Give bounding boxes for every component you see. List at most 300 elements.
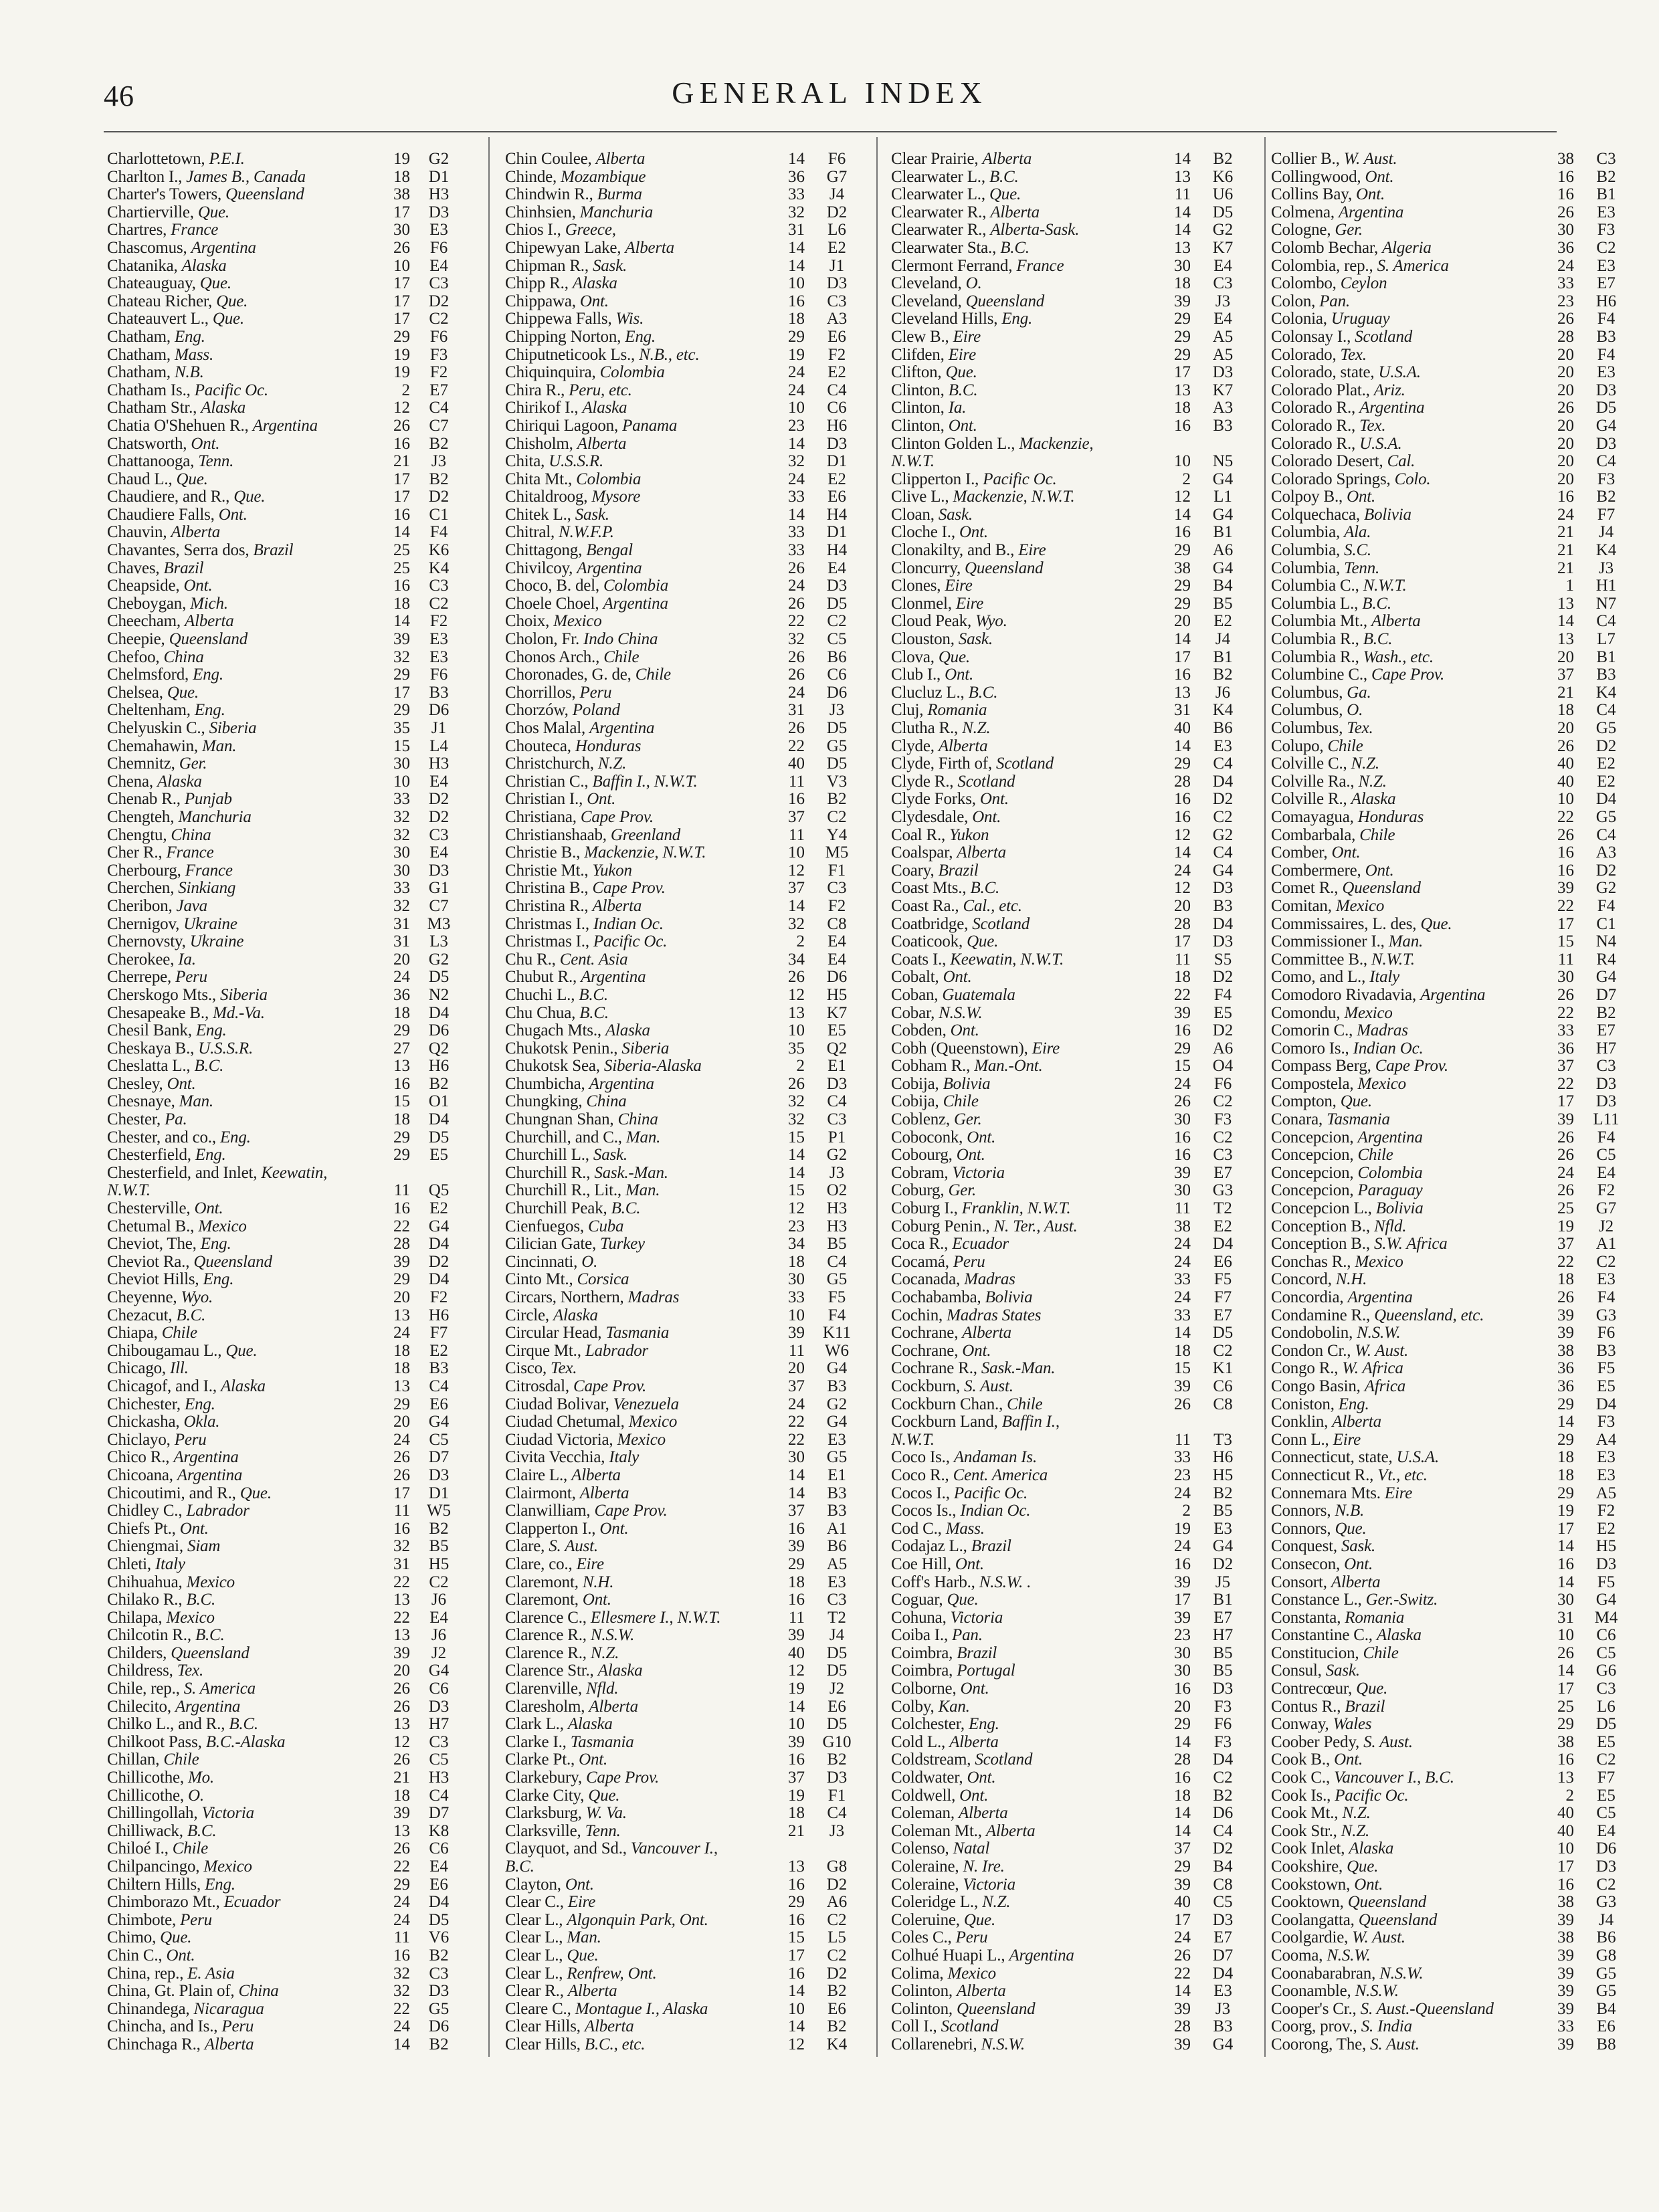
- index-entry: [107, 328, 478, 346]
- entry-name: [1271, 310, 1545, 328]
- entry-place: Como, and L.,: [1271, 969, 1370, 987]
- index-entry: [891, 1947, 1256, 1965]
- entry-name: [505, 577, 773, 595]
- index-entry: [1271, 1645, 1646, 1663]
- entry-map-page: 12: [393, 1732, 410, 1751]
- entry-map-page: 16: [393, 1074, 410, 1093]
- entry-place: Clive L.,: [891, 488, 953, 506]
- entry-place: Coiba I.,: [891, 1627, 953, 1645]
- entry-name: [505, 471, 773, 489]
- entry-grid-ref: D5: [826, 719, 848, 737]
- index-entry: [107, 186, 478, 204]
- entry-name: [891, 1858, 1159, 1876]
- entry-region: B.C.: [948, 381, 978, 399]
- entry-region: S. Aust.: [1370, 2035, 1420, 2053]
- entry-region: Argentina: [581, 969, 646, 987]
- entry-place: Chatanika,: [107, 257, 182, 275]
- entry-grid-ref: C4: [1213, 843, 1233, 862]
- entry-map-page: 13: [393, 1377, 410, 1395]
- entry-region: Baffin I.,: [1001, 1413, 1060, 1431]
- index-entry: [107, 1751, 478, 1769]
- entry-grid-ref: D6: [1595, 1839, 1617, 1858]
- entry-map-page: 39: [1174, 1003, 1191, 1022]
- entry-region: Ont.: [956, 1146, 985, 1165]
- entry-place: Clearwater R.,: [891, 221, 991, 239]
- entry-map-page: 2: [796, 1057, 805, 1076]
- entry-map-page: 29: [393, 327, 410, 346]
- index-entry: [891, 1413, 1256, 1431]
- entry-grid-ref: D3: [428, 861, 450, 880]
- entry-place: Cherskogo Mts.,: [107, 986, 221, 1004]
- entry-name: [505, 346, 773, 365]
- entry-grid-ref: C4: [1213, 1821, 1233, 1840]
- entry-region: N.W.T.: [1363, 577, 1407, 595]
- index-entry: [505, 1680, 866, 1698]
- index-entry: [107, 862, 478, 880]
- entry-region: Pan.: [952, 1627, 983, 1645]
- entry-place: Chihuahua,: [107, 1573, 187, 1591]
- entry-name: [891, 382, 1159, 400]
- entry-grid-ref: E3: [1597, 1466, 1616, 1484]
- entry-name: [505, 1182, 773, 1200]
- entry-place: Coca R.,: [891, 1235, 953, 1253]
- entry-map-page: 20: [1557, 452, 1574, 471]
- entry-map-page: 22: [393, 1608, 410, 1627]
- entry-name: [1271, 595, 1545, 613]
- entry-name: [891, 1680, 1159, 1698]
- entry-map-page: 13: [393, 1306, 410, 1324]
- entry-region: Que.: [938, 648, 970, 666]
- entry-place: Colorado Desert,: [1271, 453, 1387, 471]
- entry-grid-ref: E2: [827, 470, 846, 488]
- entry-region: Keewatin,: [261, 1164, 328, 1182]
- entry-grid-ref: C3: [827, 879, 847, 898]
- entry-map-page: 29: [1174, 1715, 1191, 1734]
- entry-place: Clear L.,: [505, 1911, 567, 1929]
- entry-region: Argentina: [603, 595, 668, 613]
- entry-region: Ont.: [183, 577, 213, 595]
- entry-map-page: 30: [393, 221, 410, 239]
- entry-grid-ref: B3: [1596, 1341, 1616, 1360]
- entry-grid-ref: E2: [827, 238, 846, 257]
- index-entry: [1271, 364, 1646, 382]
- entry-grid-ref: J4: [1598, 1910, 1614, 1929]
- entry-place: Cookstown,: [1271, 1876, 1355, 1894]
- entry-map-page: 16: [1174, 790, 1191, 809]
- entry-grid-ref: D4: [1212, 1750, 1234, 1769]
- entry-region: Tasmania: [1327, 1111, 1390, 1129]
- index-entry: [891, 595, 1256, 613]
- entry-map-page: 22: [1174, 985, 1191, 1004]
- entry-name: [107, 595, 378, 613]
- entry-name: [1271, 1645, 1545, 1663]
- entry-grid-ref: D2: [428, 292, 450, 310]
- entry-place: Chatia O'Shehuen R.,: [107, 417, 253, 435]
- entry-place: Chatham,: [107, 328, 175, 346]
- entry-name: [891, 1289, 1159, 1307]
- entry-map-page: 29: [788, 1893, 805, 1912]
- entry-map-page: 40: [788, 1643, 805, 1662]
- entry-grid-ref: D5: [428, 1910, 450, 1929]
- entry-place: Chichester,: [107, 1395, 185, 1413]
- entry-grid-ref: G5: [826, 1448, 848, 1467]
- entry-grid-ref: E3: [1597, 256, 1616, 275]
- entry-name: [1271, 2018, 1545, 2036]
- index-entry: [891, 1520, 1256, 1538]
- index-entry: [1271, 1965, 1646, 1983]
- entry-name: [107, 1235, 378, 1253]
- index-entry: [891, 221, 1256, 239]
- entry-name: [1271, 1894, 1545, 1912]
- entry-grid-ref: E2: [429, 1341, 448, 1360]
- entry-place: Chinde,: [505, 168, 561, 186]
- entry-place: Chatsworth,: [107, 435, 191, 453]
- entry-place: Concepcion,: [1271, 1128, 1358, 1146]
- entry-name: [1271, 346, 1545, 365]
- entry-map-page: 11: [788, 772, 805, 791]
- entry-place: Choco, B. del,: [505, 577, 603, 595]
- index-entry: [891, 720, 1256, 738]
- entry-place: Colorado R.,: [1271, 399, 1360, 417]
- entry-name: [107, 2018, 378, 2036]
- entry-grid-ref: E4: [429, 1857, 448, 1876]
- entry-place: Cleveland Hills,: [891, 310, 1002, 328]
- entry-name: [1271, 862, 1545, 880]
- index-entry: [1271, 577, 1646, 595]
- entry-place: Chilpancingo,: [107, 1858, 204, 1876]
- entry-place: Colville C.,: [1271, 755, 1351, 773]
- entry-name: [505, 1307, 773, 1325]
- entry-name: [891, 631, 1159, 649]
- entry-place: Chile, rep.,: [107, 1680, 184, 1698]
- entry-place: Chonos Arch.,: [505, 648, 604, 666]
- entry-name: [1271, 1307, 1545, 1325]
- entry-place: Clear L.,: [505, 1929, 567, 1947]
- entry-place: Christian I.,: [505, 791, 587, 809]
- entry-map-page: 34: [788, 950, 805, 969]
- entry-place: Cod C.,: [891, 1520, 946, 1538]
- entry-region: Man.: [567, 1929, 601, 1947]
- entry-map-page: 11: [393, 1502, 410, 1520]
- entry-place: Civita Vecchia,: [505, 1449, 609, 1467]
- index-entry: [1271, 1005, 1646, 1023]
- entry-region: B.C.: [970, 880, 1000, 898]
- entry-name: [891, 1200, 1159, 1218]
- entry-place: Colorado R.,: [1271, 435, 1360, 453]
- entry-map-page: 39: [1174, 1377, 1191, 1395]
- entry-name: [1271, 1947, 1545, 1965]
- entry-map-page: 14: [1174, 150, 1191, 168]
- entry-region: Mo.: [188, 1769, 214, 1787]
- entry-region: Argentina: [1357, 1128, 1423, 1146]
- entry-place: Colon,: [1271, 292, 1320, 310]
- entry-map-page: 39: [393, 1804, 410, 1823]
- entry-grid-ref: B2: [429, 1519, 449, 1538]
- entry-name: [891, 2036, 1159, 2054]
- entry-grid-ref: B2: [429, 1946, 449, 1965]
- entry-grid-ref: C4: [1596, 612, 1616, 631]
- entry-name: [1271, 684, 1545, 702]
- entry-name: [107, 1947, 378, 1965]
- index-entry: [891, 1235, 1256, 1253]
- entry-region: Alaska: [567, 1716, 613, 1734]
- entry-map-page: 33: [1557, 2017, 1574, 2036]
- index-entry: [505, 1627, 866, 1645]
- index-entry: [891, 346, 1256, 365]
- entry-name: [1271, 1698, 1545, 1716]
- entry-name: [1271, 542, 1545, 560]
- entry-place: Chilko L., and R.,: [107, 1716, 229, 1734]
- entry-name: [891, 1413, 1159, 1431]
- entry-name: [891, 1983, 1159, 2001]
- entry-map-page: 16: [393, 1199, 410, 1218]
- entry-grid-ref: D4: [428, 1893, 450, 1912]
- entry-region: N.Z.: [962, 720, 991, 737]
- entry-grid-ref: D3: [1595, 1074, 1617, 1093]
- entry-name: [107, 506, 378, 524]
- entry-place: Christianshaab,: [505, 826, 611, 844]
- entry-place: Christina B.,: [505, 880, 593, 898]
- entry-place: Columbus,: [1271, 684, 1347, 702]
- entry-map-page: 22: [393, 1857, 410, 1876]
- index-entry: [107, 364, 478, 382]
- entry-place: Christiana,: [505, 808, 581, 826]
- entry-grid-ref: E1: [827, 1057, 846, 1076]
- entry-region: Que.: [963, 1911, 995, 1929]
- entry-place: Colenso,: [891, 1840, 953, 1858]
- entry-region: Tex.: [1347, 720, 1373, 737]
- index-entry: [891, 1022, 1256, 1040]
- entry-map-page: 21: [1557, 559, 1574, 577]
- entry-place: Chesterfield, and Inlet,: [107, 1164, 262, 1182]
- entry-map-page: 22: [393, 1573, 410, 1591]
- index-entry: [505, 346, 866, 365]
- entry-grid-ref: E6: [827, 1999, 846, 2018]
- entry-grid-ref: C4: [827, 1804, 847, 1823]
- entry-name: [505, 560, 773, 578]
- entry-place: Chorrillos,: [505, 684, 580, 702]
- entry-place: Cheepie,: [107, 631, 169, 649]
- entry-name: [107, 1734, 378, 1752]
- index-entry: [505, 560, 866, 578]
- index-entry: [1271, 702, 1646, 720]
- entry-region: Alaska: [553, 1306, 598, 1324]
- entry-map-page: 20: [1557, 363, 1574, 382]
- index-column-2: [505, 150, 866, 2084]
- entry-region: Que.: [1335, 1520, 1367, 1538]
- entry-map-page: 16: [1174, 416, 1191, 435]
- entry-region: Mozambique: [561, 168, 646, 186]
- entry-place: Coniston,: [1271, 1395, 1339, 1413]
- entry-name: [1271, 933, 1545, 951]
- entry-place: Compostela,: [1271, 1075, 1358, 1093]
- entry-name: [891, 328, 1159, 346]
- entry-map-page: 14: [1174, 630, 1191, 649]
- index-entry: [107, 577, 478, 595]
- index-entry: [107, 1040, 478, 1058]
- index-entry: [1271, 471, 1646, 489]
- entry-grid-ref: B5: [827, 1235, 847, 1253]
- entry-grid-ref: G5: [1595, 719, 1617, 737]
- entry-region: Ont.: [1334, 1751, 1363, 1769]
- index-entry: [891, 1698, 1256, 1716]
- entry-region: Colombia: [603, 577, 669, 595]
- entry-map-page: 11: [788, 1608, 805, 1627]
- entry-grid-ref: H7: [428, 1715, 450, 1734]
- entry-place: Combermere,: [1271, 862, 1365, 880]
- entry-map-page: 33: [788, 488, 805, 506]
- entry-place: Comoro Is.,: [1271, 1039, 1353, 1058]
- entry-map-page: 16: [1174, 1554, 1191, 1573]
- entry-place: Christina R.,: [505, 897, 593, 915]
- entry-map-page: 20: [393, 1288, 410, 1306]
- entry-grid-ref: G6: [1595, 1662, 1617, 1680]
- entry-map-page: 40: [1557, 772, 1574, 791]
- entry-grid-ref: F2: [429, 1288, 448, 1306]
- entry-grid-ref: C5: [429, 1430, 449, 1449]
- index-entry: [505, 1005, 866, 1023]
- entry-grid-ref: E3: [1597, 1448, 1616, 1467]
- index-entry: [107, 1574, 478, 1592]
- entry-region: Bengal: [586, 542, 633, 560]
- entry-region: Sask.: [1341, 1538, 1376, 1556]
- entry-grid-ref: D3: [826, 1769, 848, 1787]
- entry-name: [107, 169, 378, 187]
- index-entry: [505, 488, 866, 506]
- entry-grid-ref: B3: [1213, 896, 1233, 915]
- entry-grid-ref: G4: [428, 1662, 450, 1680]
- index-entry: [107, 1840, 478, 1858]
- index-entry: [1271, 204, 1646, 222]
- entry-grid-ref: E4: [429, 843, 448, 862]
- entry-region: Que.: [967, 933, 999, 951]
- entry-name: [505, 310, 773, 328]
- entry-place: Columbia C.,: [1271, 577, 1363, 595]
- entry-name: [891, 1058, 1159, 1076]
- entry-grid-ref: D2: [826, 1964, 848, 1983]
- entry-region: Cape Prov.: [580, 808, 654, 826]
- entry-name: [1271, 1787, 1545, 1805]
- entry-place: Chetumal B.,: [107, 1217, 199, 1235]
- entry-grid-ref: J4: [829, 1626, 845, 1645]
- entry-place: Christian C.,: [505, 773, 593, 791]
- entry-name: [107, 1983, 378, 2001]
- entry-grid-ref: H4: [826, 505, 848, 524]
- entry-grid-ref: T2: [827, 1608, 846, 1627]
- index-entry: [505, 293, 866, 311]
- entry-grid-ref: D1: [428, 1484, 450, 1502]
- entry-map-page: 17: [1557, 1519, 1574, 1538]
- entry-grid-ref: E3: [1597, 363, 1616, 382]
- entry-grid-ref: E3: [1597, 1270, 1616, 1289]
- entry-name: [107, 1609, 378, 1627]
- entry-map-page: 29: [788, 1554, 805, 1573]
- entry-place: Chin Coulee,: [505, 150, 596, 168]
- entry-name: [1271, 1716, 1545, 1734]
- entry-name: [107, 1858, 378, 1876]
- entry-region: S.W. Africa: [1373, 1235, 1448, 1253]
- entry-place: Chimbote,: [107, 1911, 181, 1929]
- entry-grid-ref: G5: [1595, 1964, 1617, 1983]
- entry-map-page: 32: [393, 647, 410, 666]
- entry-name: [505, 2018, 773, 2036]
- entry-name: [505, 1983, 773, 2001]
- entry-grid-ref: D3: [1595, 1554, 1617, 1573]
- entry-place: Cockburn Chan.,: [891, 1395, 1007, 1413]
- entry-name: [1271, 1182, 1545, 1200]
- entry-map-page: 39: [1557, 1982, 1574, 2001]
- index-entry: [107, 1093, 478, 1111]
- entry-region: Ger.: [1335, 221, 1363, 239]
- entry-name: [505, 809, 773, 827]
- entry-place: Chicagof, and I.,: [107, 1377, 221, 1395]
- entry-region: Chile: [163, 1751, 199, 1769]
- entry-map-page: 24: [788, 577, 805, 595]
- entry-map-page: 26: [788, 647, 805, 666]
- entry-place: Conklin,: [1271, 1413, 1333, 1431]
- entry-map-page: 29: [788, 327, 805, 346]
- index-entry: [107, 1342, 478, 1361]
- entry-name: [1271, 1093, 1545, 1111]
- entry-region: Burma: [597, 186, 642, 204]
- entry-map-page: 2: [1182, 1502, 1191, 1520]
- index-entry: [107, 1378, 478, 1396]
- entry-name: [107, 1751, 378, 1769]
- entry-name: [891, 1574, 1159, 1592]
- entry-grid-ref: E6: [1213, 1252, 1232, 1271]
- entry-grid-ref: F6: [827, 150, 846, 168]
- entry-map-page: 14: [788, 1484, 805, 1502]
- entry-name: [1271, 1840, 1545, 1858]
- entry-map-page: 26: [788, 968, 805, 987]
- entry-region: Algeria: [1382, 239, 1432, 257]
- entry-region: Tex.: [1359, 417, 1386, 435]
- entry-place: Congo R.,: [1271, 1360, 1343, 1378]
- entry-map-page: 39: [1174, 1163, 1191, 1182]
- entry-map-page: 26: [393, 1750, 410, 1769]
- entry-region: Alberta: [982, 150, 1032, 168]
- entry-map-page: 11: [393, 1928, 410, 1947]
- entry-region: Brazil: [1345, 1698, 1385, 1716]
- entry-grid-ref: D3: [428, 1466, 450, 1484]
- index-entry: [1271, 1324, 1646, 1342]
- entry-map-page: 17: [1174, 363, 1191, 382]
- index-entry: [107, 1165, 478, 1183]
- entry-place: Collins Bay,: [1271, 186, 1357, 204]
- index-entry: [891, 1324, 1256, 1342]
- entry-name: [891, 1146, 1159, 1165]
- entry-grid-ref: B4: [1213, 577, 1233, 595]
- entry-grid-ref: D5: [1212, 203, 1234, 221]
- entry-place: Cobija,: [891, 1093, 943, 1111]
- entry-name: [505, 1111, 773, 1129]
- entry-map-page: 40: [1174, 719, 1191, 737]
- entry-grid-ref: B5: [1213, 1502, 1233, 1520]
- entry-map-page: 28: [1174, 1750, 1191, 1769]
- entry-place: Clutha R.,: [891, 720, 963, 737]
- entry-map-page: 33: [1557, 1021, 1574, 1040]
- entry-name: [891, 1662, 1159, 1680]
- entry-map-page: 29: [393, 701, 410, 720]
- entry-region: B.C.: [505, 1858, 534, 1876]
- index-entry: [107, 1289, 478, 1307]
- entry-region: Italy: [609, 1449, 640, 1467]
- index-entry: [505, 577, 866, 595]
- entry-name: [107, 524, 378, 542]
- entry-place: Chumbicha,: [505, 1075, 589, 1093]
- entry-place: Clonmel,: [891, 595, 956, 613]
- entry-region: Ont.: [166, 1946, 195, 1965]
